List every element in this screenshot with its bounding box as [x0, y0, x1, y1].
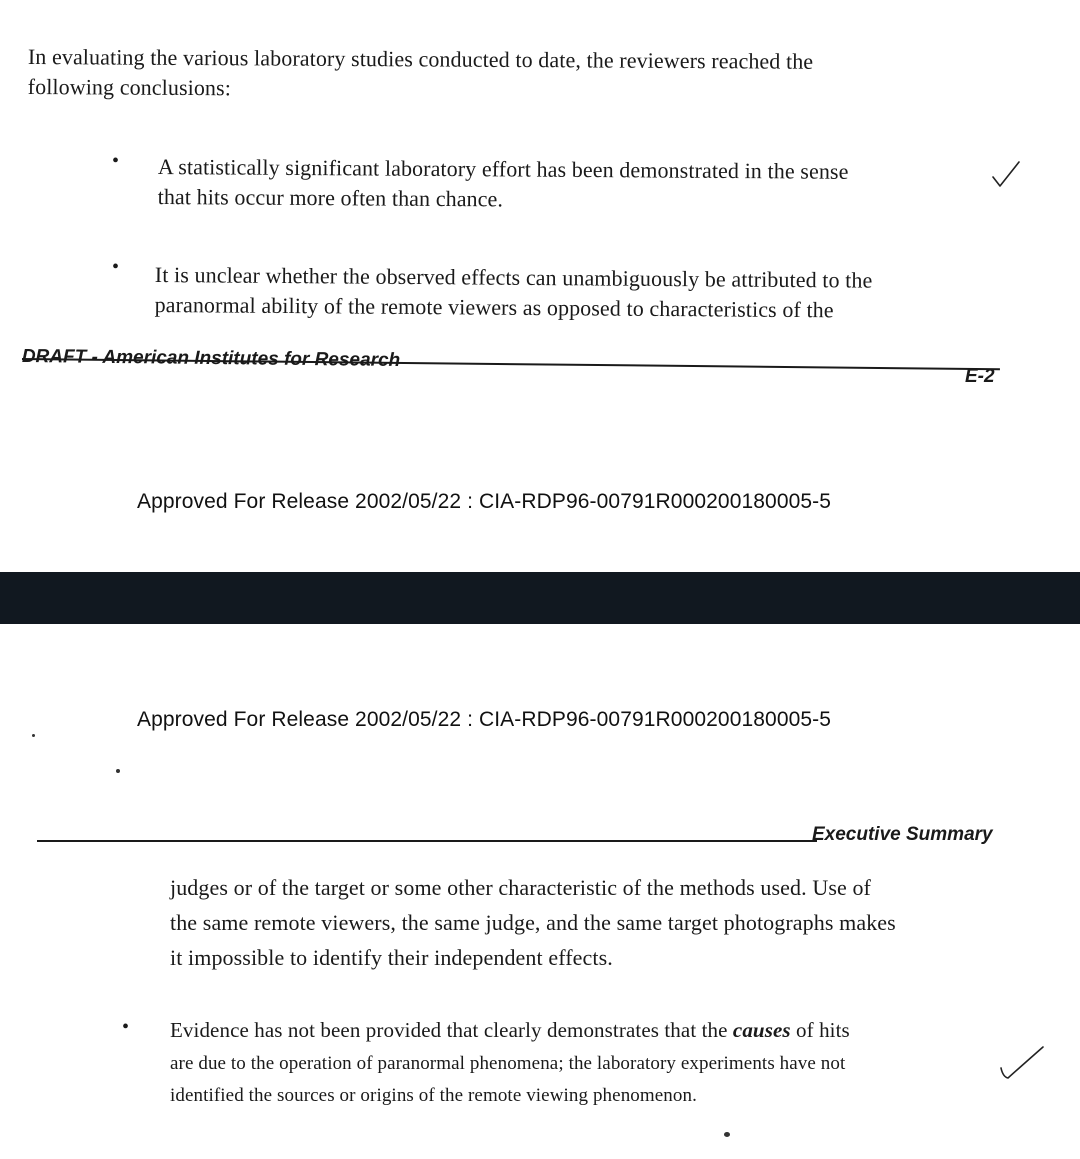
footer-draft-label: DRAFT - American Institutes for Research	[21, 346, 401, 371]
bullet-2-line-2: paranormal ability of the remote viewers as opposed to characteristics of the	[154, 291, 834, 323]
continuation-paragraph	[170, 871, 896, 975]
bullet-3-line-2: are due to the operation of paranormal phenomena; the laboratory experiments have not	[170, 1053, 846, 1074]
scan-speck	[32, 734, 35, 737]
header-rule	[37, 840, 817, 842]
continuation-line-1: judges or of the target or some other characteristic of the methods used. Use of	[170, 875, 871, 900]
scan-speck	[116, 769, 120, 773]
bullet-1-line-2: that hits occur more often than chance.	[157, 183, 504, 212]
bullet-marker-1: •	[112, 150, 120, 172]
intro-line-1: In evaluating the various laboratory studies conducted to date, the reviewers reached the	[27, 43, 814, 74]
header-section-title: Executive Summary	[812, 824, 993, 845]
bullet-item-3	[170, 1013, 850, 1113]
bullet-3-line-3: identified the sources or origins of the remote viewing phenomenon.	[170, 1085, 697, 1106]
bullet-marker-2: •	[112, 256, 120, 278]
handwritten-check-icon	[990, 158, 1022, 190]
intro-line-2: following conclusions:	[27, 73, 232, 101]
continuation-line-3: it impossible to identify their independent effects.	[170, 945, 613, 970]
bullet-1-line-1: A statistically significant laboratory effort has been demonstrated in the sense	[157, 153, 849, 184]
bullet-2-line-1: It is unclear whether the observed effects can unambiguously be attributed to the	[154, 261, 873, 293]
intro-paragraph	[28, 40, 814, 109]
release-stamp-lower: Approved For Release 2002/05/22 : CIA-RDP96-00791R000200180005-5	[137, 708, 832, 731]
emphasis-causes: causes	[732, 1018, 791, 1042]
bullet-3-line-1: Evidence has not been provided that clearly demonstrates that the causes of hits	[170, 1018, 850, 1042]
bullet-item-1	[158, 150, 849, 219]
handwritten-check-icon	[998, 1044, 1046, 1084]
continuation-line-2: the same remote viewers, the same judge, and the same target photographs makes	[170, 910, 896, 935]
bullet-item-2	[154, 258, 872, 328]
lower-page	[0, 624, 1080, 1159]
release-stamp-upper: Approved For Release 2002/05/22 : CIA-RDP96-00791R000200180005-5	[137, 490, 832, 513]
footer-page-number: E-2	[965, 366, 995, 387]
bullet-marker-3: •	[122, 1016, 130, 1038]
scan-speck	[724, 1132, 730, 1137]
upper-page	[0, 0, 1080, 572]
page-divider-bar	[0, 572, 1080, 624]
